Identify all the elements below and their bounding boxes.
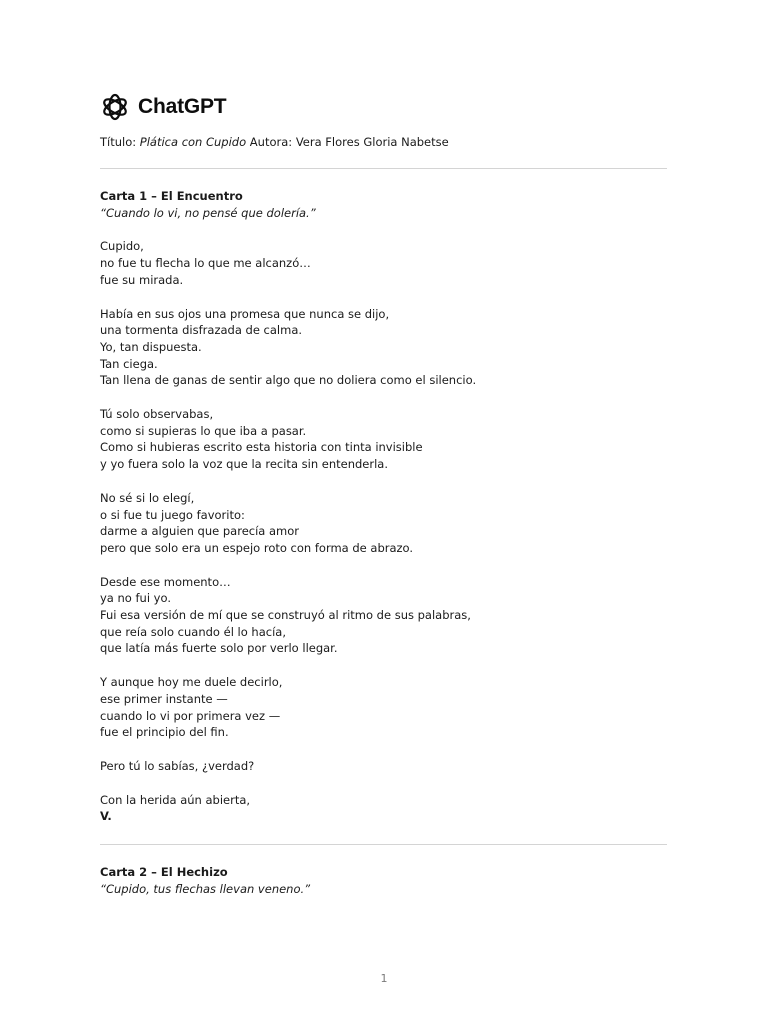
stanza (100, 306, 667, 390)
letter-2-title: Carta 2 – El Hechizo (100, 865, 228, 879)
stanza (100, 758, 667, 775)
letter-1-body (100, 238, 667, 774)
poem-line: cuando lo vi por primera vez — (100, 708, 281, 723)
poem-line: como si supieras lo que iba a pasar. (100, 423, 307, 438)
poem-line: no fue tu flecha lo que me alcanzó… (100, 256, 311, 271)
poem-line: fue su mirada. (100, 272, 184, 287)
stanza (100, 574, 667, 658)
poem-line: Tan llena de ganas de sentir algo que no doliera como el silencio. (100, 373, 477, 388)
poem-line: que reía solo cuando él lo hacía, (100, 624, 286, 639)
poem-line: que latía más fuerte solo por verlo llegar. (100, 641, 338, 656)
poem-line: Fui esa versión de mí que se construyó al ritmo de sus palabras, (100, 608, 471, 623)
poem-line: Desde ese momento… (100, 574, 231, 589)
author-value: Vera Flores Gloria Nabetse (295, 135, 449, 149)
author-label: Autora: (246, 135, 296, 149)
openai-logo-icon (100, 92, 130, 122)
poem-line: ese primer instante — (100, 691, 228, 706)
poem-line: Yo, tan dispuesta. (100, 339, 202, 354)
letter-2 (100, 864, 667, 897)
poem-line: y yo fuera solo la voz que la recita sin entenderla. (100, 457, 389, 472)
page-number: 1 (380, 972, 388, 985)
letter-1 (100, 188, 667, 825)
title-label: Título: (100, 135, 140, 149)
poem-line: fue el principio del fin. (100, 725, 229, 740)
letter-1-subtitle: “Cuando lo vi, no pensé que dolería.” (100, 205, 316, 220)
poem-line: pero que solo era un espejo roto con forma de abrazo. (100, 540, 414, 555)
poem-line: ya no fui yo. (100, 591, 171, 606)
poem-line: Como si hubieras escrito esta historia con tinta invisible (100, 440, 423, 455)
poem-line: Había en sus ojos una promesa que nunca se dijo, (100, 306, 390, 321)
title-value: Plática con Cupido (139, 135, 247, 149)
brand-name: ChatGPT (138, 95, 227, 118)
stanza (100, 238, 667, 288)
poem-line: Tú solo observabas, (100, 407, 214, 422)
header (100, 92, 226, 122)
poem-line: Cupido, (100, 239, 144, 254)
divider-middle (100, 844, 667, 845)
stanza (100, 490, 667, 557)
poem-line: No sé si lo elegí, (100, 490, 195, 505)
stanza (100, 674, 667, 741)
poem-line: una tormenta disfrazada de calma. (100, 323, 303, 338)
poem-line: Y aunque hoy me duele decirlo, (100, 675, 283, 690)
letter-1-signature: V. (100, 809, 112, 824)
poem-line: Tan ciega. (100, 356, 158, 371)
poem-line: darme a alguien que parecía amor (100, 524, 300, 539)
letter-2-subtitle: “Cupido, tus flechas llevan veneno.” (100, 881, 311, 896)
document-meta (100, 134, 449, 150)
stanza (100, 406, 667, 473)
poem-line: Pero tú lo sabías, ¿verdad? (100, 758, 255, 773)
letter-1-title: Carta 1 – El Encuentro (100, 189, 243, 203)
letter-1-closing: Con la herida aún abierta, (100, 792, 251, 807)
poem-line: o si fue tu juego favorito: (100, 507, 245, 522)
divider-top (100, 168, 667, 169)
